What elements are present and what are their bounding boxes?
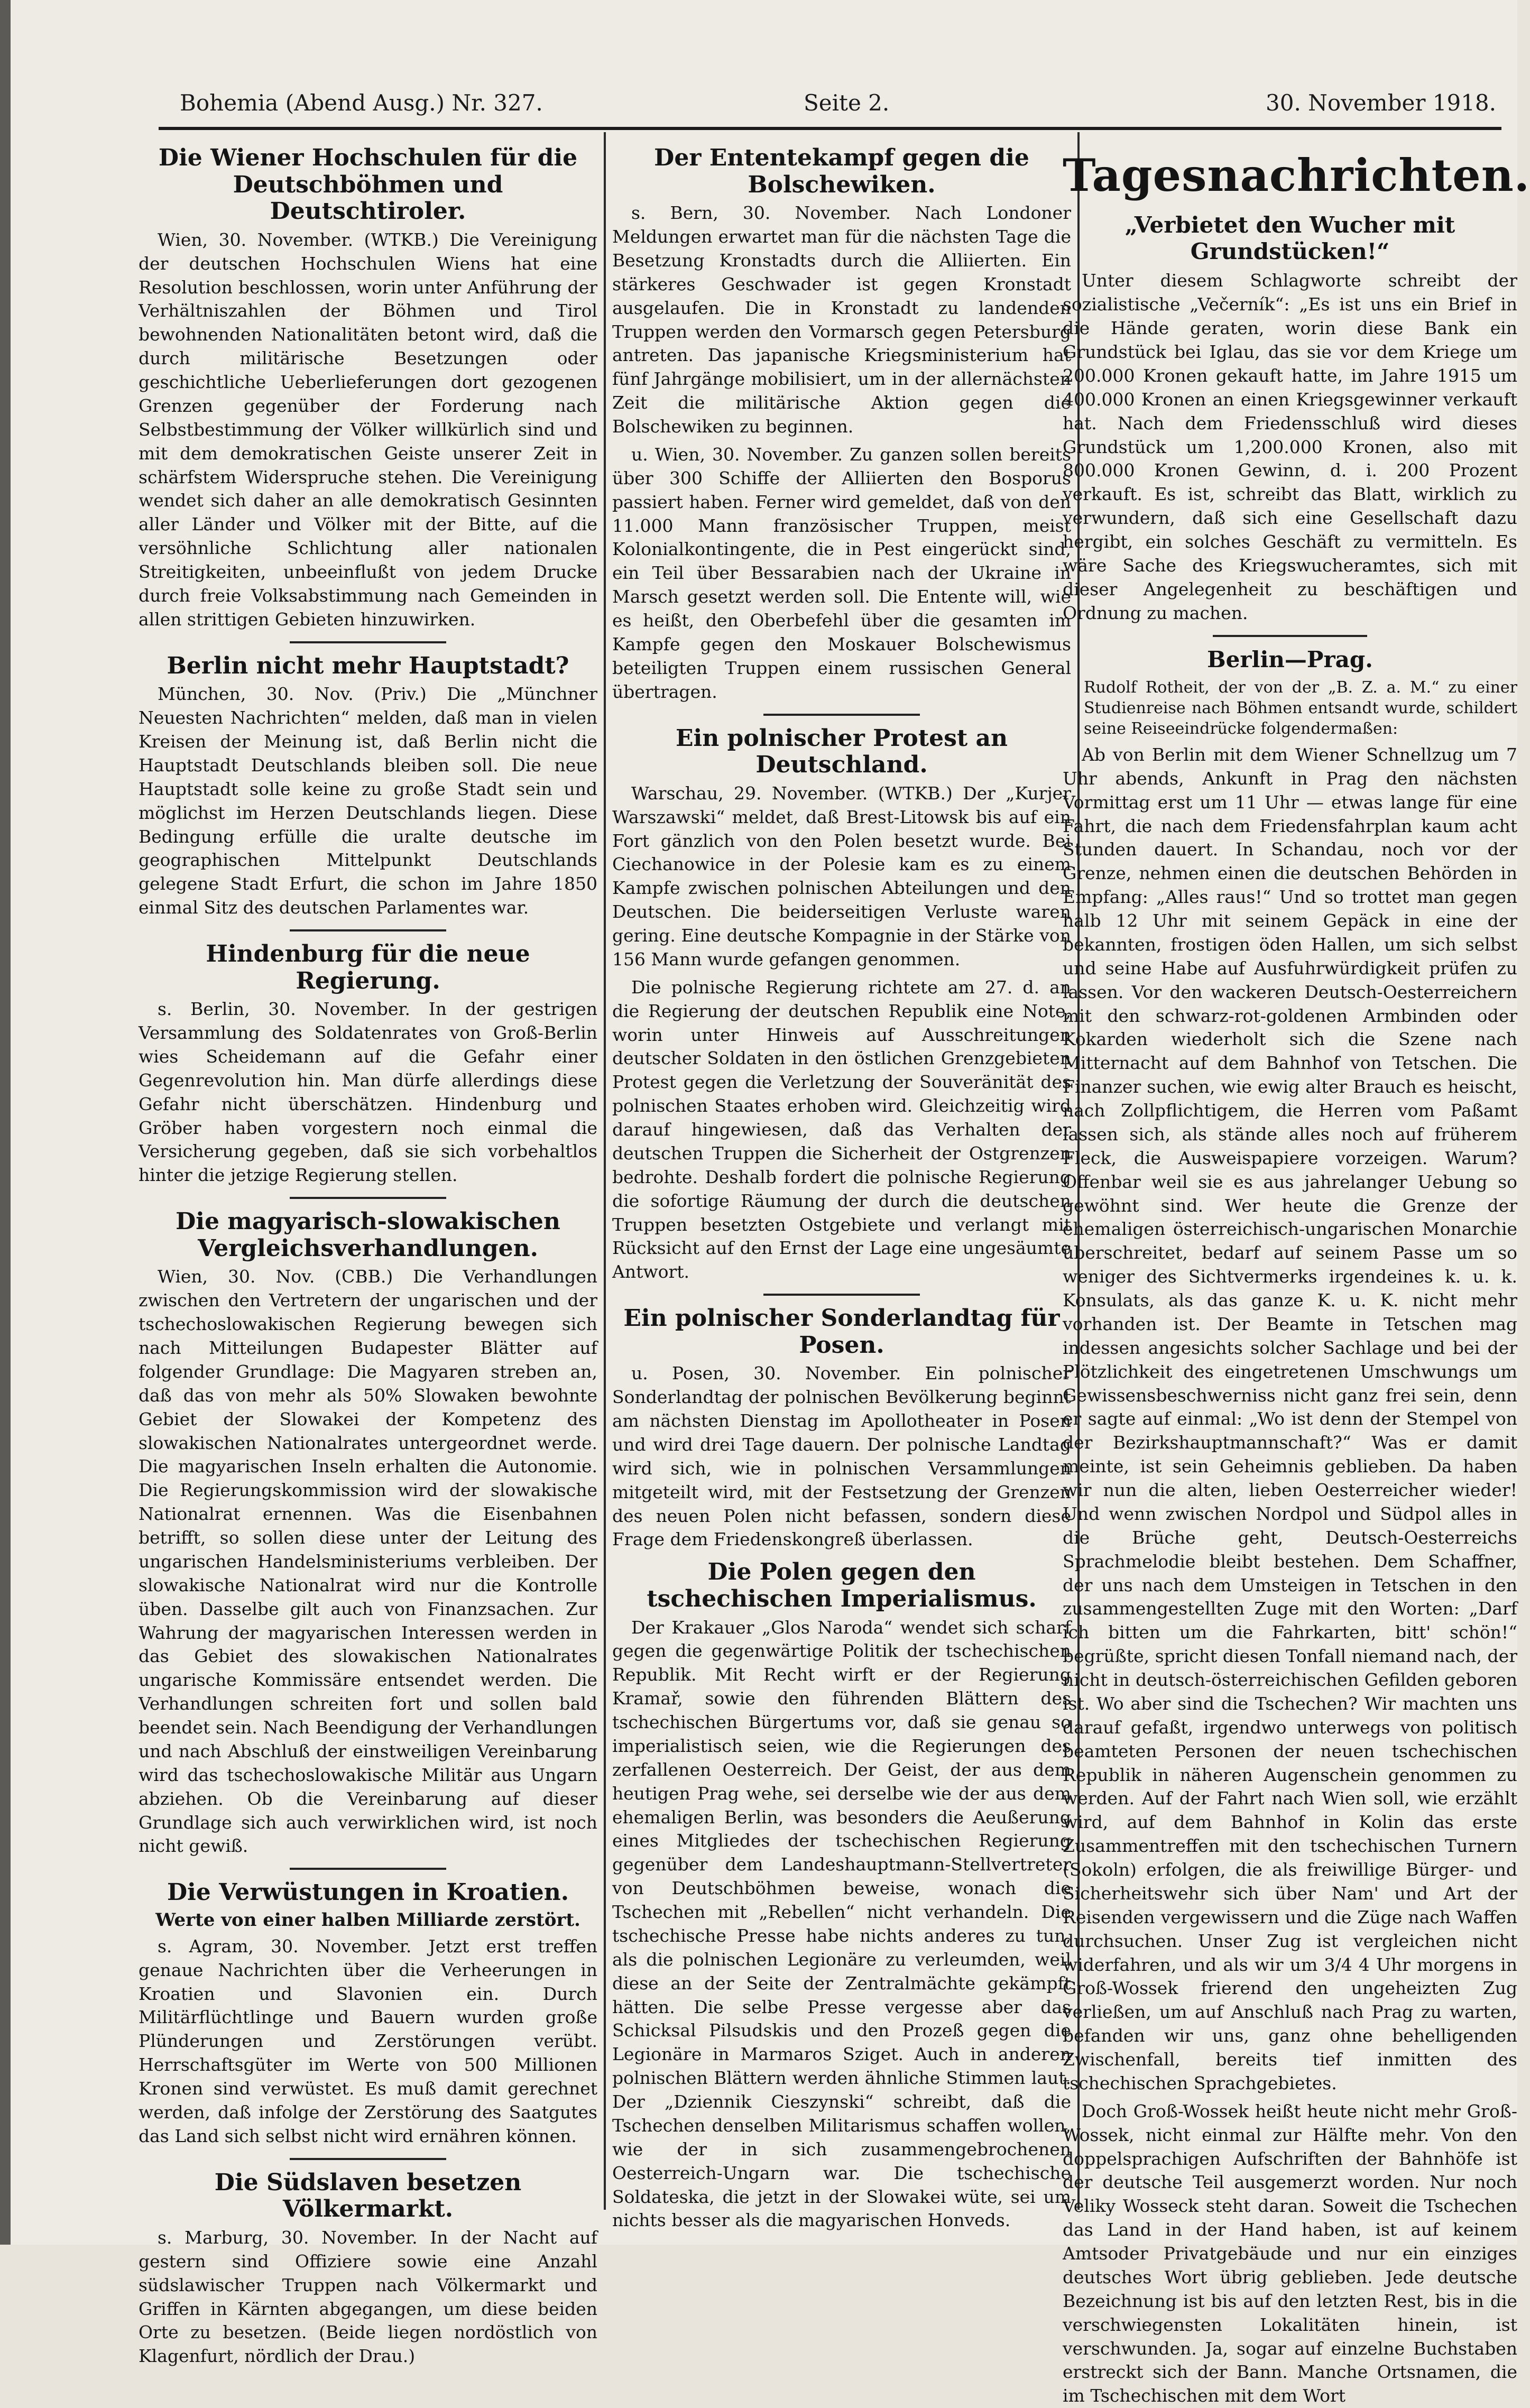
article-intro: Rudolf Rotheit, der von der „B. Z. a. M.“ zu einer Studienreise nach Böhmen entsandt wurde, schildert seine Reiseeindrücke folgendermaßen: — [1084, 678, 1517, 738]
page-header — [180, 90, 1496, 127]
column-rule-1 — [604, 132, 606, 2210]
article-text: s. Agram, 30. November. Jetzt erst treffen genaue Nachrichten über die Verheerungen in Kroatien und Slavonien ein. Durch Militärflüchtlinge und Bauern wurden große Plünderungen und Zerstörungen verübt. Herrschaftsgüter im Werte von 500 Millionen Kronen sind verwüstet. Es muß damit gerechnet werden, daß infolge der Zerstörung des Saatgutes das Land sich selbst nicht wird ernähren können. — [139, 1935, 597, 2146]
divider — [290, 1197, 446, 1199]
article-text: s. Bern, 30. November. Nach Londoner Meldungen erwartet man für die nächsten Tage die Besetzung Kronstadts durch die Alliierten. Ein stärkeres Geschwader ist gegen Kronstadt ausgelaufen. Die in Kronstadt zu landenden Truppen werden den Vormarsch gegen Petersburg antreten. Das japanische Kriegsministerium hat fünf Jahrgänge mobilisiert, um in der allernächsten Zeit die militärische Aktion gegen die Bolschewiken zu beginnen. — [612, 202, 1071, 437]
article-title: Die Wiener Hochschulen für die Deutschböhmen und Deutschtiroler. — [158, 144, 578, 225]
article-subtitle: Werte von einer halben Milliarde zerstört. — [155, 1909, 580, 1931]
column-2 — [612, 137, 1071, 2231]
article-text: s. Marburg, 30. November. In der Nacht auf gestern sind Offiziere sowie eine Anzahl südslawischer Truppen nach Völkermarkt und Griffen in Kärnten abgegangen, um diese beiden Orte zu besetzen. (Beide liegen nordöstlich von Klagenfurt, nördlich der Drau.) — [139, 2227, 597, 2367]
divider — [763, 714, 919, 716]
column-1 — [139, 137, 597, 2367]
article-title: Die Polen gegen den tschechischen Imperialismus. — [647, 1558, 1037, 1612]
issue-date: 30. November 1918. — [1266, 90, 1496, 116]
article-text: Die polnische Regierung richtete am 27. d. an die Regierung der deutschen Republik eine Note, worin unter Hinweis auf Ausschreitungen deutscher Soldaten in den östlichen Grenzgebieten Protest gegen die Verletzung der Souveränität des polnischen Staates erhoben wird. Gleichzeitig wird darauf hingewiesen, daß das Verhalten der deutschen Truppen die Sicherheit der Ostgrenzen bedrohte. Deshalb fordert die polnische Regierung die sofortige Räumung der durch die deutschen Truppen besetzten Ostgebiete und verlangt mit Rücksicht auf den Ernst der Lage eine ungesäumte Antwort. — [612, 976, 1071, 1283]
article-title: Hindenburg für die neue Regierung. — [206, 940, 530, 994]
article-text: Warschau, 29. November. (WTKB.) Der „Kurjer Warszawski“ meldet, daß Brest-Litowsk bis auf ein Fort gänzlich von den Polen besetzt wurde. Bei Ciechanowice in der Polesie kam es zu einem Kampfe zwischen polnischen Abteilungen und den Deutschen. Die beiderseitigen Verluste waren gering. Eine deutsche Kompagnie in der Stärke von 156 Mann wurde gefangen genommen. — [612, 782, 1071, 970]
article-text: Doch Groß-Wossek heißt heute nicht mehr Groß-Wossek, nicht einmal zur Hälfte mehr. Von den doppelsprachigen Aufschriften der Bahnhöfe ist der deutsche Teil ausgemerzt worden. Nur noch Veliky Wosseck steht daran. Soweit die Tschechen das Land in der Hand haben, ist auf keinem Amtsoder Privatgebäude und nur ein einziges deutsches Wort übrig geblieben. Jede deutsche Bezeichnung ist bis auf den letzten Rest, bis in die verschwiegensten Lokalitäten hinein, ist verschwunden. Ja, sogar auf einzelne Buchstaben erstreckt sich der Bann. Manche Ortsnamen, die im Tschechischen mit dem Wort — [1063, 2100, 1517, 2406]
article-text: Wien, 30. Nov. (CBB.) Die Verhandlungen zwischen den Vertretern der ungarischen und der tschechoslowakischen Regierung bewegen sich nach Mitteilungen Budapester Blätter auf folgender Grundlage: Die Magyaren streben an, daß das von mehr als 50% Slowaken bewohnte Gebiet der Slowakei der Kompetenz des slowakischen Nationalrates untergeordnet werde. Die magyarischen Inseln erhalten die Autonomie. Die Regierungskommission wird der slowakische Nationalrat ernennen. Was die Eisenbahnen betrifft, so sollen diese unter der Leitung des ungarischen Handelsministeriums verbleiben. Der slowakische Nationalrat wird nur die Kontrolle üben. Dasselbe gilt auch von Finanzsachen. Zur Wahrung der magyarischen Interessen werden in das Gebiet des slowakischen Nationalrates ungarische Kommissäre entsendet werden. Die Verhandlungen schreiten fort und sollen bald beendet sein. Nach Beendigung der Verhandlungen und nach Abschluß der einstweiligen Vereinbarung wird das tschechoslowakische Militär aus Ungarn abziehen. Ob die Vereinbarung auf dieser Grundlage sich auch verwirklichen wird, ist noch nicht gewiß. — [139, 1266, 597, 1857]
article-text: Der Krakauer „Glos Naroda“ wendet sich scharf gegen die gegenwärtige Politik der tschechischen Republik. Mit Recht wirft er der Regierung Kramař, sowie den führenden Blättern des tschechischen Bürgertums vor, daß sie genau so imperialistisch seien, wie die Regierungen des zerfallenen Oesterreich. Der Geist, der aus dem heutigen Prag wehe, sei derselbe wie der aus dem ehemaligen Berlin, was besonders die Aeußerung eines Mitgliedes der tschechischen Regierung gegenüber dem Landeshauptmann-Stellvertreter von Deutschböhmen beweise, wonach die Tschechen mit „Rebellen“ nicht verhandeln. Die tschechische Presse habe nichts anderes zu tun, als die polnischen Legionäre zu verleumden, weil diese an der Seite der Zentralmächte gekämpft hätten. Die selbe Presse vergesse aber das Schicksal Pilsudskis und den Prozeß gegen die Legionäre in Marmaros Sziget. Auch in anderen polnischen Blättern werden ähnliche Stimmen laut. Der „Dziennik Cieszynski“ schreibt, daß die Tschechen denselben Militarismus schaffen wollen, wie der in sich zusammengebrochenen Oesterreich-Ungarn war. Die tschechische Soldateska, die jetzt in der Slowakei wüte, sei um nichts besser als die magyarischen Honveds. — [612, 1617, 1071, 2231]
divider — [290, 641, 446, 643]
divider — [290, 929, 446, 931]
article-title: Berlin—Prag. — [1207, 646, 1373, 672]
divider — [763, 1294, 919, 1296]
divider — [1213, 635, 1367, 637]
paper-name: Bohemia (Abend Ausg.) Nr. 327. — [180, 90, 543, 116]
article-text: s. Berlin, 30. November. In der gestrigen Versammlung des Soldatenrates von Groß-Berlin wies Scheidemann auf die Gefahr einer Gegenrevolution hin. Man dürfe allerdings diese Gefahr nicht überschätzen. Hindenburg und Gröber haben vorgestern noch einmal die Versicherung gegeben, daß sie sich vorbehaltlos hinter die jetzige Regierung stellen. — [139, 999, 597, 1186]
article-title: Die Verwüstungen in Kroatien. — [167, 1879, 569, 1906]
article-title: Ein polnischer Sonderlandtag für Posen. — [623, 1305, 1060, 1359]
article-title: „Verbietet den Wucher mit Grundstücken!“ — [1125, 211, 1455, 264]
header-rule — [159, 127, 1501, 130]
article-title: Die magyarisch-slowakischen Vergleichsverhandlungen. — [176, 1208, 560, 1262]
article-title: Die Südslaven besetzen Völkermarkt. — [214, 2169, 522, 2223]
article-text: Ab von Berlin mit dem Wiener Schnellzug um 7 Uhr abends, Ankunft in Prag den nächsten Vormittag erst um 11 Uhr — etwas lange für eine Fahrt, die nach dem Friedensfahrplan kaum acht Stunden dauert. In Schandau, noch vor der Grenze, nehmen einen die deutschen Behörden in Empfang: „Alles raus!“ Und so trottet man gegen halb 12 Uhr mit seinem Gepäck in eine der bekannten, frostigen öden Hallen, um sich selbst und seine Habe auf Ausfuhrwürdigkeit prüfen zu lassen. Vor den wackeren Deutsch-Oesterreichern mit den schwarz-rot-goldenen Armbinden oder Kokarden wiederholt sich die Szene nach Mitternacht auf dem Bahnhof von Tetschen. Die Finanzer suchen, wie ewig alter Brauch es heischt, nach Zollpflichtigem, die Herren vom Paßamt lassen sich, als stände alles noch auf früherem Fleck, die Ausweispapiere vorzeigen. Warum? Offenbar weil sie es aus jahrelanger Uebung so gewöhnt sind. Wer heute die Grenze der ehemaligen österreichisch-ungarischen Monarchie überschreitet, bedarf auf seinem Passe um so weniger des Sichtvermerks irgendeines k. u. k. Konsulats, als das ganze K. u. K. nicht mehr vorhanden ist. Der Beamte in Tetschen mag indessen angesichts solcher Sachlage und bei der Plötzlichkeit des eingetretenen Umschwungs um Gewissensbeschwerniss nicht ganz frei sein, denn er sagte auf einmal: „Wo ist denn der Stempel von der Bezirkshauptmannschaft?“ Was er damit meinte, ist sein Geheimnis geblieben. Da haben wir nun die alten, lieben Oesterreicher wieder! Und wenn zwischen Nordpol und Südpol alles in die Brüche geht, Deutsch-Oesterreichs Sprachmelodie bleibt bestehen. Dem Schaffner, der uns nach dem Umsteigen in Tetschen in den zusammengestellten Zuge mit den Worten: „Darf ich bitten um die Fahrkarten, bitt' schön!“ begrüßte, spricht diesen Tonfall niemand nach, der nicht in deutsch-österreichischen Gefilden geboren ist. Wo aber sind die Tschechen? Wir machten uns darauf gefaßt, irgendwo unterwegs von politisch beamteten Personen der neuen tschechischen Republik in näheren Augenschein genommen zu werden. Auf der Fahrt nach Wien soll, wie erzählt wird, auf dem Bahnhof in Kolin das erste Zusammentreffen mit den tschechischen Turnern (Sokoln) erfolgen, die als freiwillige Bürger- und Sicherheitswehr sich über Nam' und Art der Reisenden vergewissern und die Züge nach Waffen durchsuchen. Unser Zug ist vergleichen nicht widerfahren, und als wir um 3/4 4 Uhr morgens in Groß-Wossek frierend den ungeheizten Zug verließen, um auf Anschluß nach Prag zu warten, befanden wir uns, ganz ohne behelligenden Zwischenfall, bereits tief inmitten des tschechischen Sprachgebietes. — [1063, 744, 1517, 2093]
article-text: Wien, 30. November. (WTKB.) Die Vereinigung der deutschen Hochschulen Wiens hat eine Resolution beschlossen, worin unter Anführung der Verhältniszahlen der Böhmen und Tirol bewohnenden Nationalitäten betont wird, daß die durch militärische Besetzungen oder geschichtliche Ueberlieferungen dort gezogenen Grenzen gegenüber der Forderung nach Selbstbestimmung der Völker willkürlich sind und mit dem demokratischen Geiste unserer Zeit in schärfstem Widerspruche stehen. Die Vereinigung wendet sich daher an alle demokratisch Gesinnten aller Länder und Völker mit der Bitte, auf die versöhnliche Schlichtung aller nationalen Streitigkeiten, unbeeinflußt von jedem Drucke durch freie Volksabstimmung nach Gemeinden in allen strittigen Gebieten hinzuwirken. — [139, 229, 597, 630]
divider — [290, 1868, 446, 1870]
divider — [290, 2158, 446, 2160]
article-text: München, 30. Nov. (Priv.) Die „Münchner Neuesten Nachrichten“ melden, daß man in vielen Kreisen der Meinung ist, daß Berlin nicht die Hauptstadt Deutschlands bleiben soll. Die neue Hauptstadt solle keine zu große Stadt sein und möglichst im Herzen Deutschlands liegen. Diese Bedingung erfülle die uralte deutsche im geographischen Mittelpunkt Deutschlands gelegene Stadt Erfurt, die schon im Jahre 1850 einmal Sitz des deutschen Parlamentes war. — [139, 684, 597, 918]
article-title: Der Ententekampf gegen die Bolschewiken. — [654, 144, 1029, 198]
article-text: u. Wien, 30. November. Zu ganzen sollen bereits über 300 Schiffe der Alliierten den Bosporus passiert haben. Ferner wird gemeldet, daß von den 11.000 Mann französischer Truppen, meist Kolonialkontingente, die in Pest eingerückt sind, ein Teil über Bessarabien nach der Ukraine in Marsch gesetzt werden soll. Die Entente will, wie es heißt, den Oberbefehl über die gesamten im Kampfe gegen den Moskauer Bolschewismus beteiligten Truppen einem russischen General übertragen. — [612, 444, 1071, 702]
article-title: Berlin nicht mehr Hauptstadt? — [167, 652, 569, 679]
column-3 — [1063, 137, 1530, 2406]
article-text: u. Posen, 30. November. Ein polnischer Sonderlandtag der polnischen Bevölkerung beginnt am nächsten Dienstag im Apollotheater in Posen und wird drei Tage dauern. Der polnische Landtag wird sich, wie in polnischen Versammlungen mitgeteilt wird, mit der Festsetzung der Grenzen des neuen Polen nicht befassen, sondern diese Frage dem Friedenskongreß überlassen. — [612, 1363, 1071, 1550]
section-masthead: Tagesnachrichten. — [1063, 149, 1530, 201]
article-text: Unter diesem Schlagworte schreibt der sozialistische „Večerník“: „Es ist uns ein Brief in die Hände geraten, worin diese Bank ein Grundstück bei Iglau, das sie vor dem Kriege um 200.000 Kronen gekauft hatte, im Jahre 1915 um 400.000 Kronen an einen Kriegsgewinner verkauft hat. Nach dem Friedensschluß wird dieses Grundstück um 1,200.000 Kronen, also mit 800.000 Kronen Gewinn, d. i. 200 Prozent verkauft. Es ist, schreibt das Blatt, wirklich zu verwundern, daß sich eine Gesellschaft dazu hergibt, ein solches Geschäft zu vermitteln. Es wäre Sache des Kriegswucheramtes, sich mit dieser Angelegenheit zu beschäftigen und Ordnung zu machen. — [1063, 270, 1517, 623]
article-title: Ein polnischer Protest an Deutschland. — [676, 724, 1008, 779]
scan-edge — [0, 0, 11, 2245]
page-number: Seite 2. — [804, 90, 890, 116]
